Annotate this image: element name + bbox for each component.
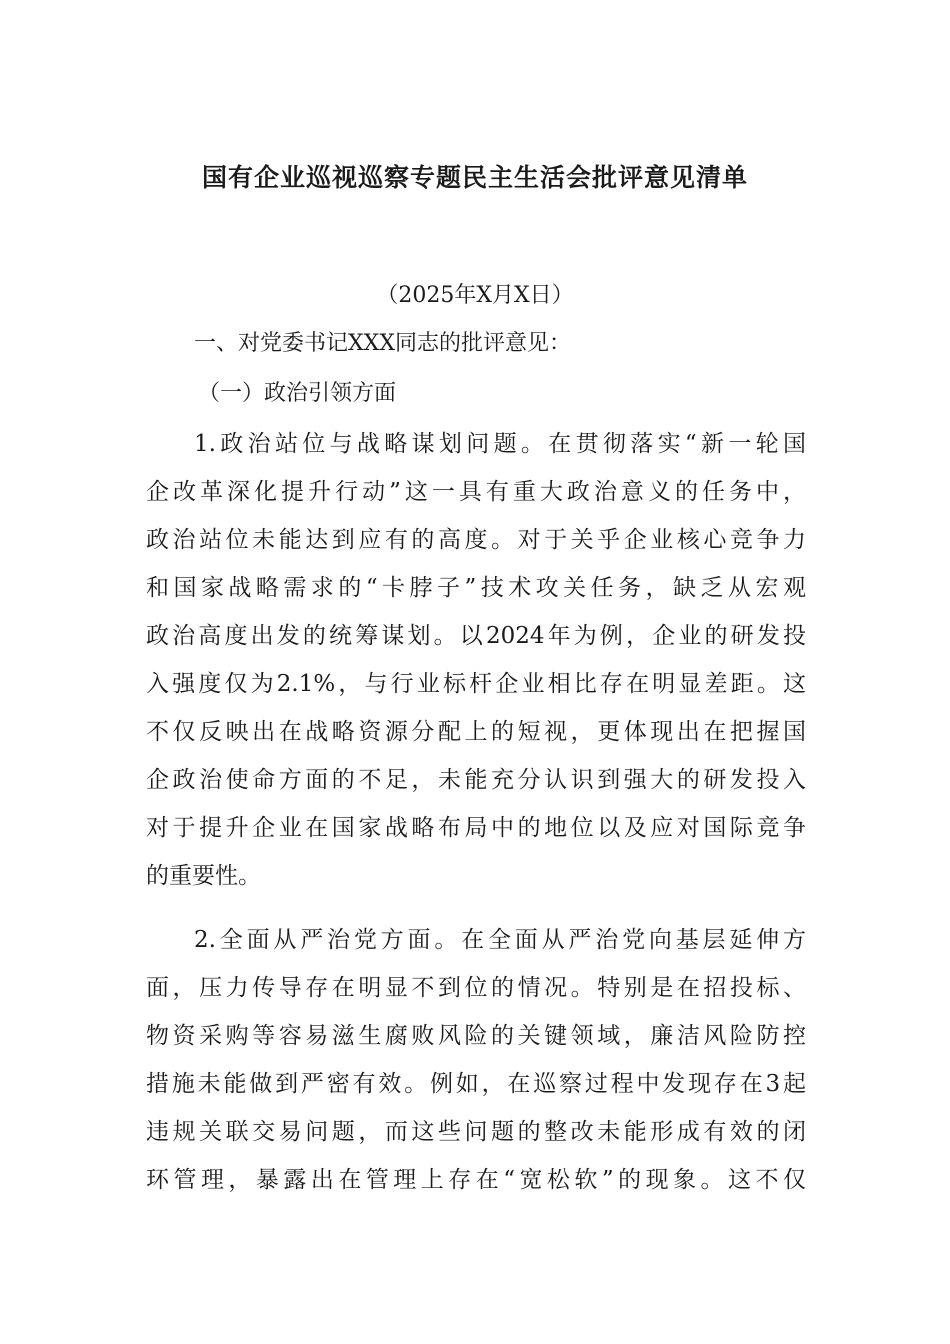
subsection-heading: （一）政治引领方面 bbox=[198, 381, 397, 406]
paragraph-line: 面，压力传导存在明显不到位的情况。特别是在招投标、 bbox=[146, 975, 806, 1001]
paragraph-line: 企改革深化提升行动”这一具有重大政治意义的任务中， bbox=[146, 479, 806, 505]
paragraph-line: 1.政治站位与战略谋划问题。在贯彻落实“新一轮国 bbox=[194, 431, 806, 457]
paragraph-line: 政治站位未能达到应有的高度。对于关乎企业核心竞争力 bbox=[146, 527, 806, 553]
paragraph-line: 政治高度出发的统筹谋划。以2024年为例，企业的研发投 bbox=[146, 623, 806, 649]
paragraph-line: 对于提升企业在国家战略布局中的地位以及应对国际竞争 bbox=[146, 815, 806, 841]
paragraph-line: 的重要性。 bbox=[146, 863, 261, 889]
paragraph-line: 违规关联交易问题，而这些问题的整改未能形成有效的闭 bbox=[146, 1119, 806, 1145]
paragraph-line: 不仅反映出在战略资源分配上的短视，更体现出在把握国 bbox=[146, 719, 806, 745]
paragraph-line: 和国家战略需求的“卡脖子”技术攻关任务，缺乏从宏观 bbox=[146, 575, 806, 601]
paragraph-line: 入强度仅为2.1%，与行业标杆企业相比存在明显差距。这 bbox=[146, 671, 806, 697]
document-title: 国有企业巡视巡察专题民主生活会批评意见清单 bbox=[201, 163, 748, 192]
document-date: （2025年X月X日） bbox=[376, 283, 574, 308]
paragraph-line: 企政治使命方面的不足，未能充分认识到强大的研发投入 bbox=[146, 767, 806, 793]
paragraph-1 bbox=[146, 420, 806, 900]
paragraph-line: 环管理，暴露出在管理上存在“宽松软”的现象。这不仅 bbox=[146, 1167, 806, 1193]
paragraph-line: 措施未能做到严密有效。例如，在巡察过程中发现存在3起 bbox=[146, 1071, 806, 1097]
paragraph-line: 2.全面从严治党方面。在全面从严治党向基层延伸方 bbox=[194, 927, 806, 953]
section-heading: 一、对党委书记XXX同志的批评意见： bbox=[194, 331, 571, 356]
paragraph-line: 物资采购等容易滋生腐败风险的关键领域，廉洁风险防控 bbox=[146, 1023, 806, 1049]
paragraph-2 bbox=[146, 916, 806, 1204]
